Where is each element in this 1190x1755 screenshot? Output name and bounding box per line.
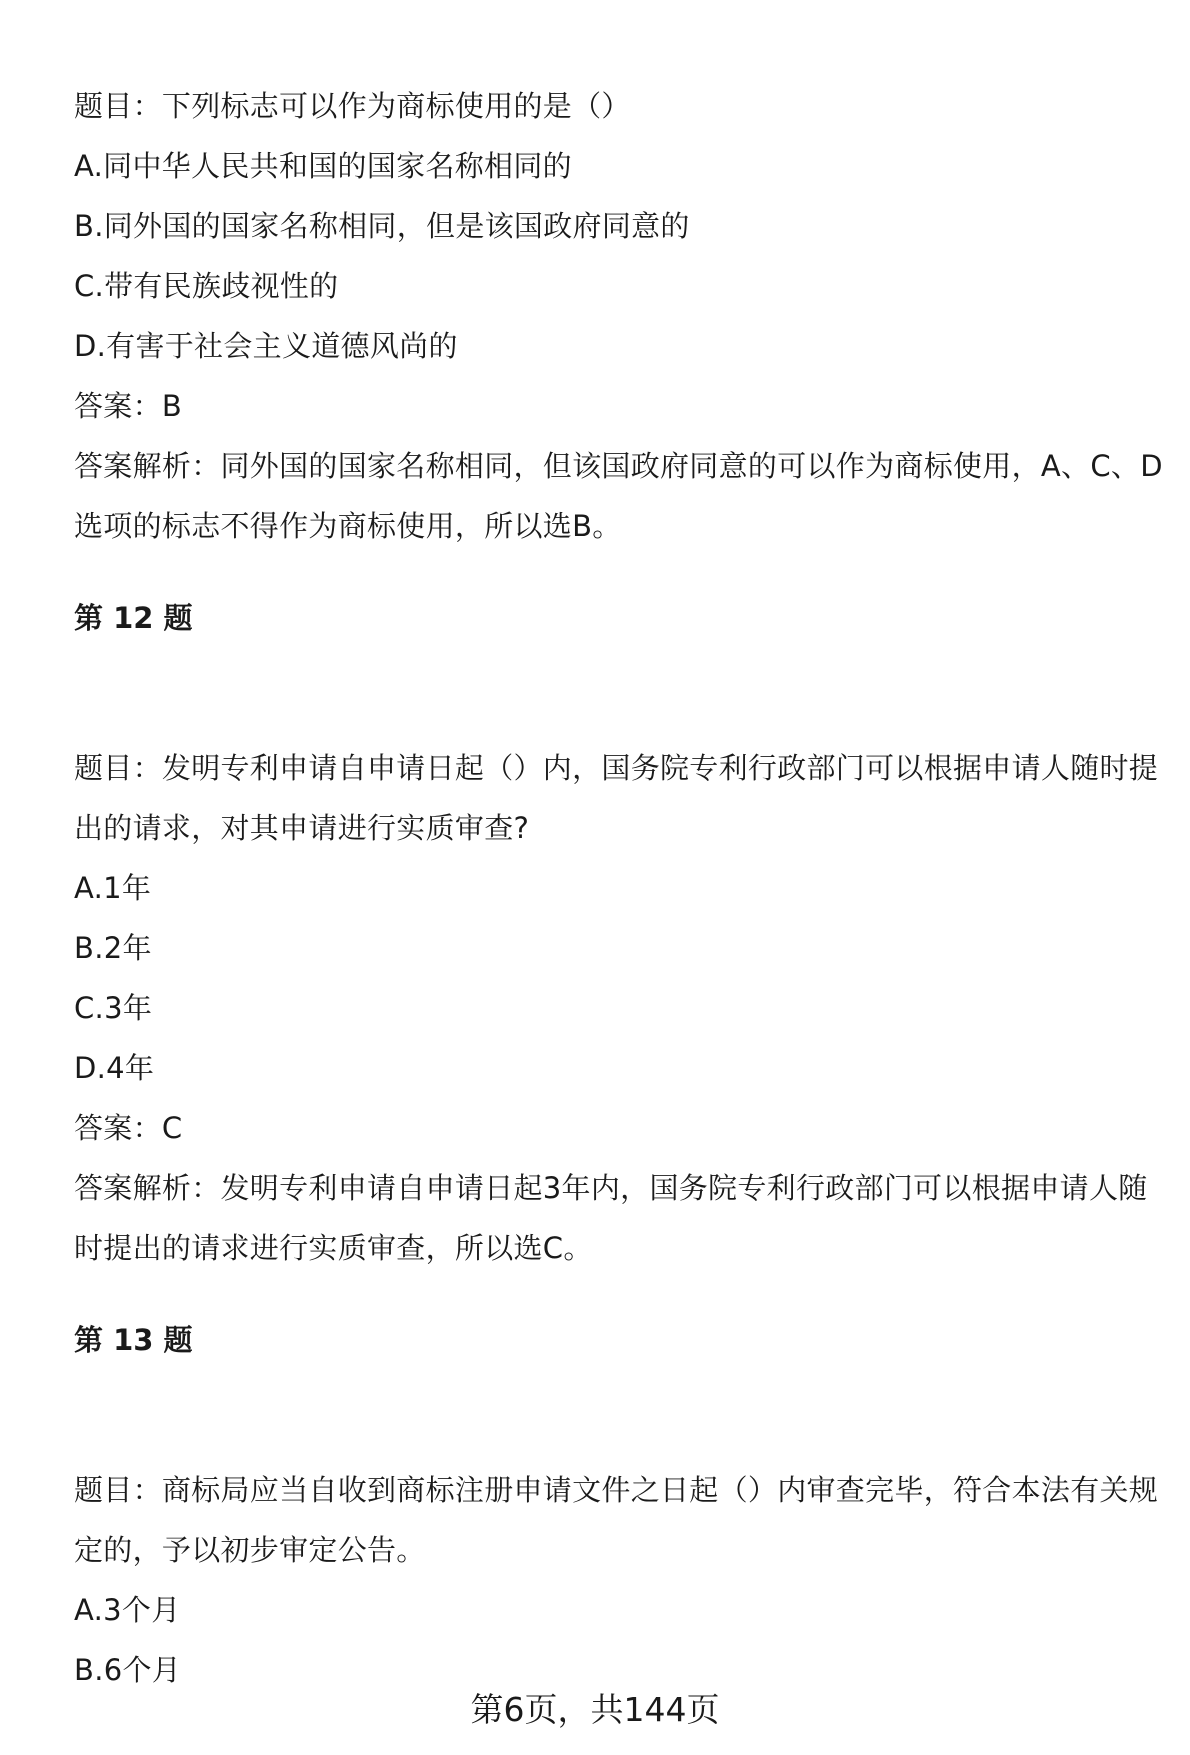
question-12-option-c: C.3年 bbox=[74, 991, 153, 1025]
question-12-option-a: A.1年 bbox=[74, 871, 152, 905]
question-11-analysis: 答案解析：同外国的国家名称相同，但该国政府同意的可以作为商标使用，A、C、D选项的标志不得作为商标使用，所以选B。 bbox=[74, 449, 1163, 543]
question-12-option-b: B.2年 bbox=[74, 931, 152, 965]
question-13-heading: 第 13 题 bbox=[74, 1323, 193, 1357]
page-number-footer: 第6页，共144页 bbox=[470, 1690, 720, 1729]
question-12-option-d: D.4年 bbox=[74, 1051, 155, 1085]
question-11-option-b: B.同外国的国家名称相同，但是该国政府同意的 bbox=[74, 209, 690, 243]
question-11-option-a: A.同中华人民共和国的国家名称相同的 bbox=[74, 149, 572, 183]
question-11-option-d: D.有害于社会主义道德风尚的 bbox=[74, 329, 458, 363]
question-11-text: 题目：下列标志可以作为商标使用的是（） bbox=[74, 89, 631, 123]
question-11-answer: 答案：B bbox=[74, 389, 183, 423]
document-page bbox=[74, 76, 1174, 1700]
question-13-text: 题目：商标局应当自收到商标注册申请文件之日起（）内审查完毕，符合本法有关规定的，予以初步审定公告。 bbox=[74, 1473, 1159, 1567]
question-12-analysis: 答案解析：发明专利申请自申请日起3年内，国务院专利行政部门可以根据申请人随时提出的请求进行实质审查，所以选C。 bbox=[74, 1171, 1148, 1265]
question-13-option-b: B.6个月 bbox=[74, 1653, 182, 1687]
question-12-text: 题目：发明专利申请自申请日起（）内，国务院专利行政部门可以根据申请人随时提出的请求，对其申请进行实质审查? bbox=[74, 751, 1159, 845]
question-11-option-c: C.带有民族歧视性的 bbox=[74, 269, 339, 303]
question-13-option-a: A.3个月 bbox=[74, 1593, 181, 1627]
question-12-heading: 第 12 题 bbox=[74, 601, 193, 635]
question-12-answer: 答案：C bbox=[74, 1111, 183, 1145]
